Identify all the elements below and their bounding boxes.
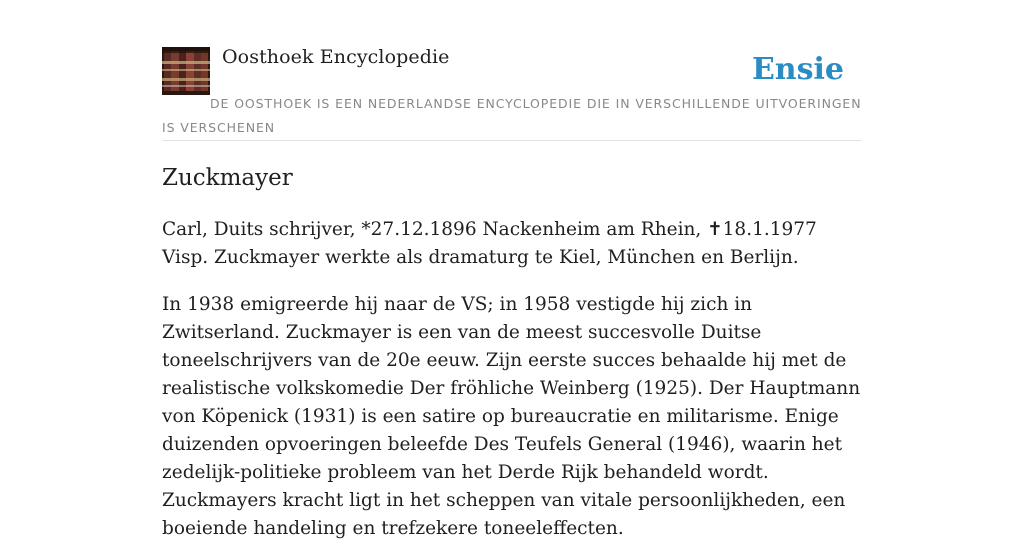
article-title: Zuckmayer [162, 165, 293, 191]
source-title[interactable]: Oosthoek Encyclopedie [222, 46, 450, 68]
header [162, 40, 862, 141]
brand-logo[interactable]: Ensie [751, 52, 844, 87]
encyclopedia-books-icon[interactable] [162, 47, 210, 95]
article-paragraph: Carl, Duits schrijver, *27.12.1896 Nackenheim am Rhein, ✝18.1.1977 Visp. Zuckmayer werkte als dramaturg te Kiel, München en Berlijn. [162, 219, 817, 268]
article [162, 160, 862, 543]
source-description: DE OOSTHOEK IS EEN NEDERLANDSE ENCYCLOPEDIE DIE IN VERSCHILLENDE UITVOERINGEN IS VERSCHENEN [162, 96, 862, 135]
article-paragraph: In 1938 emigreerde hij naar de VS; in 1958 vestigde hij zich in Zwitserland. Zuckmayer is een van de meest succesvolle Duitse toneelschrijvers van de 20e eeuw. Zijn eerste succes behaalde hij met de realistische volkskomedie Der fröhliche Weinberg (1925). Der Hauptmann von Köpenick (1931) is een satire op bureaucratie en militarisme. Enige duizenden opvoeringen beleefde Des Teufels General (1946), waarin het zedelijk-politieke probleem van het Derde Rijk behandeld wordt. Zuckmayers kracht ligt in het scheppen van vitale persoonlijkheden, een boeiende handeling en trefzekere toneeleffecten. [162, 294, 861, 539]
